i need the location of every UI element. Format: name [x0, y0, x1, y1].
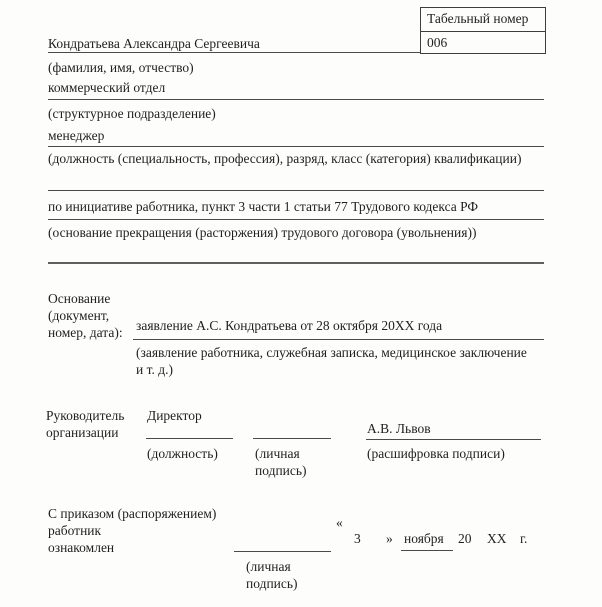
basis-value: заявление А.С. Кондратьева от 28 октября 20XX года — [136, 318, 443, 333]
position-underline — [48, 146, 544, 147]
department-value: коммерческий отдел — [48, 80, 166, 95]
section-separator — [48, 262, 544, 264]
acknowledgement-label-line2: работник — [48, 523, 102, 538]
head-name-caption: (расшифровка подписи) — [367, 446, 505, 461]
head-position-underline — [146, 438, 233, 439]
basis-caption-line2: и т. д.) — [136, 362, 173, 377]
head-signature-underline — [253, 438, 331, 439]
acknowledgement-label-line3: ознакомлен — [48, 540, 115, 555]
head-position-caption: (должность) — [147, 446, 218, 461]
acknowledgement-label-line1: С приказом (распоряжением) — [48, 506, 217, 521]
basis-label-line1: Основание — [48, 291, 111, 306]
date-year-prefix: 20 — [458, 531, 472, 546]
department-underline — [48, 99, 544, 100]
termination-reason-caption: (основание прекращения (расторжения) трудового договора (увольнения)) — [48, 225, 477, 240]
termination-reason-topline — [48, 190, 544, 191]
tabel-number-header: Табельный номер — [421, 8, 545, 32]
date-year-suffix: XX — [487, 531, 507, 546]
ack-signature-underline — [234, 551, 331, 552]
date-quote-open: « — [336, 515, 343, 530]
employee-name-caption: (фамилия, имя, отчество) — [48, 60, 194, 75]
position-caption: (должность (специальность, профессия), разряд, класс (категория) квалификации) — [48, 151, 522, 166]
date-month: ноября — [404, 531, 444, 546]
date-quote-close: » — [386, 531, 393, 546]
head-name-underline — [366, 439, 541, 440]
date-month-underline — [401, 550, 453, 551]
department-caption: (структурное подразделение) — [48, 106, 216, 121]
basis-label-line2: (документ, — [48, 308, 110, 323]
ack-signature-caption-line1: (личная — [246, 559, 291, 574]
termination-reason-value: по инициативе работника, пункт 3 части 1 статьи 77 Трудового кодекса РФ — [48, 199, 479, 214]
head-label-line2: организации — [46, 425, 119, 440]
date-year-unit: г. — [520, 531, 528, 546]
head-signature-caption-line2: подпись) — [255, 463, 307, 478]
head-position-value: Директор — [147, 408, 202, 423]
date-day: 3 — [354, 531, 361, 546]
tabel-number-box — [420, 7, 546, 54]
position-value: менеджер — [48, 128, 105, 143]
basis-caption-line1: (заявление работника, служебная записка, медицинское заключение — [136, 345, 527, 360]
termination-reason-underline — [48, 219, 544, 220]
tabel-number-value: 006 — [427, 35, 448, 50]
employee-name-underline — [48, 52, 420, 53]
employee-name: Кондратьева Александра Сергеевича — [48, 36, 260, 51]
head-name-value: А.В. Львов — [367, 421, 431, 436]
head-signature-caption-line1: (личная — [255, 446, 300, 461]
head-label-line1: Руководитель — [46, 408, 125, 423]
ack-signature-caption-line2: подпись) — [246, 576, 298, 591]
basis-underline — [133, 339, 544, 340]
basis-label-line3: номер, дата): — [48, 325, 123, 340]
